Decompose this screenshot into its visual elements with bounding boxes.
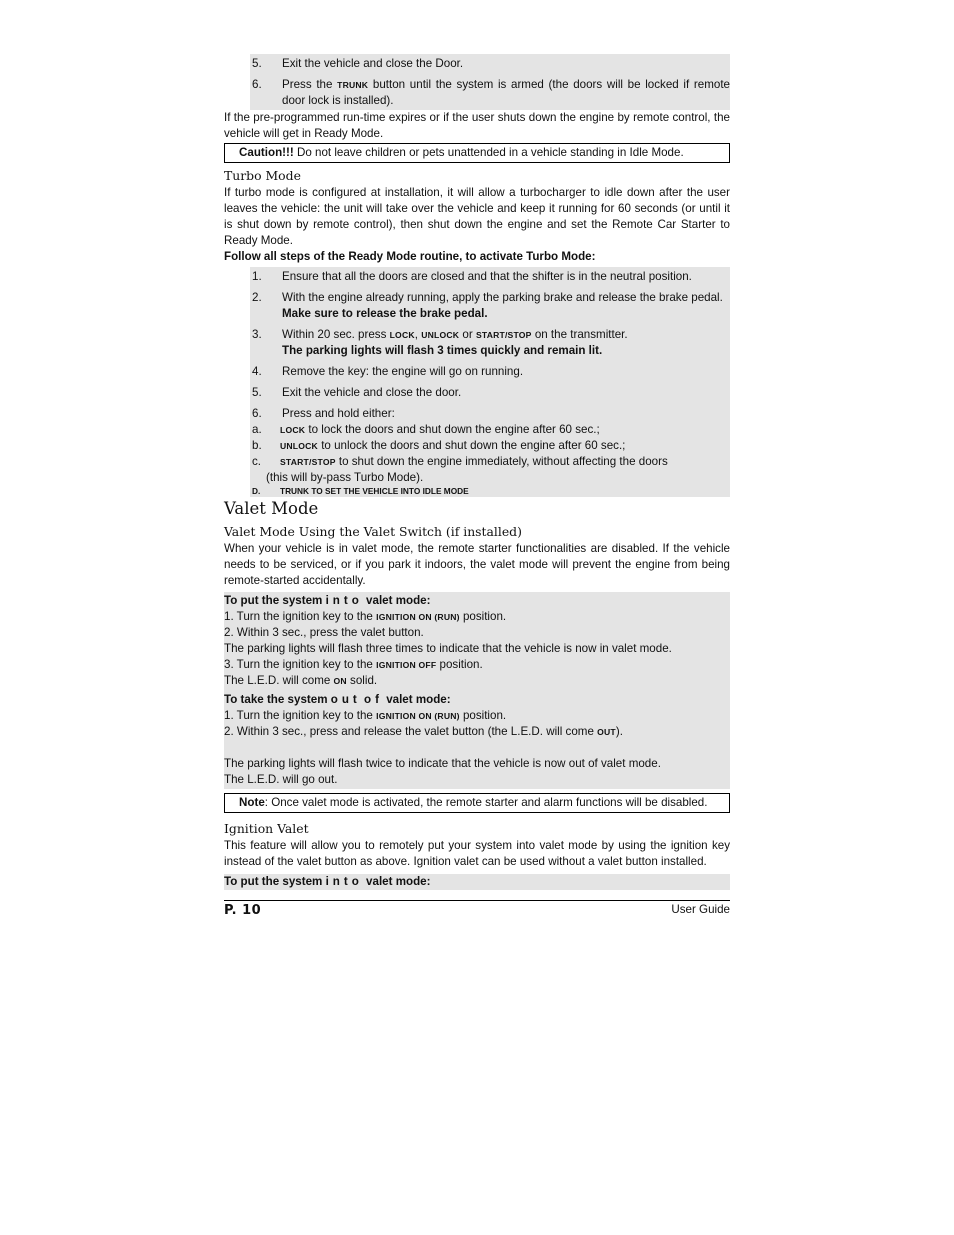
text-part: 1. Turn the ignition key to the [224,610,377,623]
step-text: Exit the vehicle and close the Door. [282,57,464,70]
sub-text: to lock the doors and shut down the engine after 60 sec.; [305,423,600,436]
step-text-part: on the transmitter. [531,328,628,341]
turbo-step-4 [250,364,730,380]
step-text-part: With the engine already running, apply the parking brake and release the brake pedal. [282,291,723,304]
heading-part: To put the system [224,875,326,888]
turbo-step-5 [250,385,730,401]
caution-text: Do not leave children or pets unattended in a vehicle standing in Idle Mode. [293,146,684,159]
step-text: Exit the vehicle and close the door. [282,386,462,399]
heading-part: To put the system [224,594,326,607]
step-number: 3. [252,328,262,341]
ignition-into-valet-heading [224,874,730,890]
into-step-3 [224,657,730,673]
turbo-paragraph: If turbo mode is configured at installation, it will allow a turbocharger to idle down after the user leaves the vehicle: the unit will take over the vehicle and keep it running for 60 seconds (or until it is shut down by remote control), then shut down the engine and set the Remote Car Starter to Ready Mode. [224,186,730,247]
sub-letter: c. [252,455,262,468]
turbo-instruction: Follow all steps of the Ready Mode routine, to activate Turbo Mode: [224,250,596,263]
into-step-note: The parking lights will flash three times to indicate that the vehicle is now in valet mode. [224,642,672,655]
sub-text: TRUNK TO SET THE VEHICLE INTO IDLE MODE [280,486,469,496]
sub-step-a [252,422,730,438]
step-number: 2. [252,291,262,304]
text-part: position. [459,610,507,623]
step-number: 5. [252,386,262,399]
turbo-steps-block [250,267,730,497]
sub-text: to shut down the engine immediately, without affecting the doors [335,455,668,468]
valet-mode-heading: Valet Mode [224,499,319,518]
text-part: position. [459,709,507,722]
separator: , [414,328,422,341]
out-step-2 [224,724,730,740]
turbo-step-6 [250,406,730,497]
heading-spaced-word: of [364,693,383,706]
valet-instructions-block [224,592,730,789]
on-key: ON [333,676,347,686]
step-text [282,327,730,359]
step-text: Remove the key: the engine will go on running. [282,365,524,378]
step-number: 5. [252,57,262,70]
sub-step-c [252,454,730,470]
turbo-mode-heading: Turbo Mode [224,168,301,183]
heading-part: valet mode: [362,875,431,888]
unlock-key: UNLOCK [421,330,460,340]
step-text-part: Press and hold either: [282,407,395,420]
note-box [224,793,730,813]
start-stop-key: START/STOP [475,330,532,340]
trunk-key: TRUNK [337,80,369,90]
ignition-valet-paragraph: This feature will allow you to remotely put your system into valet mode by using the ignition key instead of the valet button as above. Ignition valet can be used without a valet button installed. [224,839,730,868]
start-stop-key: START/STOP [280,457,336,467]
sub-step-b [252,438,730,454]
step-text [282,290,730,322]
heading-part: valet mode: [382,693,451,706]
step-5 [250,56,730,72]
sub-text-continued: (this will by-pass Turbo Mode). [266,471,424,484]
into-led-note [224,673,730,689]
valet-paragraph: When your vehicle is in valet mode, the remote starter functionalities are disabled. If the vehicle needs to be serviced, or if you park it indoors, the valet mode will prevent the engine from being remote-started accidentally. [224,542,730,587]
sub-step-d [252,486,730,497]
sub-letter: a. [252,423,262,436]
separator: or [459,328,476,341]
step-text-part: Press the [282,78,338,91]
caution-label: Caution!!! [239,146,294,159]
sub-text: to unlock the doors and shut down the engine after 60 sec.; [317,439,626,452]
top-steps-block [250,54,730,110]
text-part: 1. Turn the ignition key to the [224,709,377,722]
step-number: 1. [252,270,262,283]
ignition-off-key: IGNITION OFF [376,660,437,670]
runtime-paragraph: If the pre-programmed run-time expires or if the user shuts down the engine by remote control, the vehicle will get in Ready Mode. [224,111,730,140]
ignition-on-key: IGNITION ON (RUN) [376,711,460,721]
into-step-2: 2. Within 3 sec., press the valet button. [224,626,424,639]
out-of-valet-heading [224,692,730,708]
heading-spaced-word: into [325,875,363,888]
note-label: Note [239,796,265,809]
step-text-part: button until the system is armed (the doors will be locked if remote door lock is installed). [282,78,730,107]
lock-key: LOCK [389,330,415,340]
footer-title: User Guide [671,903,730,916]
text-part: 2. Within 3 sec., press and release the valet button (the L.E.D. will come [224,725,598,738]
step-6 [250,77,730,109]
page-number: P. 10 [224,903,262,918]
text-part: The L.E.D. will come [224,674,334,687]
out-key: OUT [597,727,616,737]
heading-part: To take the system [224,693,331,706]
turbo-step-3 [250,327,730,359]
text-part: ). [615,725,623,738]
step-text [282,77,730,109]
step-emphasis: The parking lights will flash 3 times quickly and remain lit. [282,344,603,357]
ignition-on-key: IGNITION ON (RUN) [376,612,460,622]
into-step-1 [224,609,730,625]
unlock-key: UNLOCK [280,441,318,451]
heading-spaced-word: into [325,594,363,607]
sub-letter: D. [252,486,261,496]
sub-letter: b. [252,439,262,452]
text-part: solid. [346,674,378,687]
step-text: Ensure that all the doors are closed and that the shifter is in the neutral position. [282,270,692,283]
ignition-valet-heading: Ignition Valet [224,821,309,836]
text-part: 3. Turn the ignition key to the [224,658,377,671]
caution-box [224,143,730,163]
heading-part: valet mode: [362,594,431,607]
out-step-1 [224,708,730,724]
step-number: 4. [252,365,262,378]
page-content [224,54,730,890]
out-led-note: The L.E.D. will go out. [224,773,338,786]
step-text [252,406,730,497]
page-footer [224,900,730,918]
turbo-step-1 [250,269,730,285]
heading-spaced-word: out [330,693,361,706]
step-number: 6. [252,407,262,420]
into-valet-heading [224,592,730,609]
step-emphasis: Make sure to release the brake pedal. [282,307,488,320]
lock-key: LOCK [280,425,306,435]
note-text: : Once valet mode is activated, the remote starter and alarm functions will be disabled. [264,796,708,809]
turbo-step-2 [250,290,730,322]
valet-switch-subheading: Valet Mode Using the Valet Switch (if installed) [224,524,522,539]
step-number: 6. [252,78,262,91]
step-text-part: Within 20 sec. press [282,328,390,341]
out-step-note: The parking lights will flash twice to indicate that the vehicle is now out of valet mode. [224,757,661,770]
text-part: position. [436,658,483,671]
